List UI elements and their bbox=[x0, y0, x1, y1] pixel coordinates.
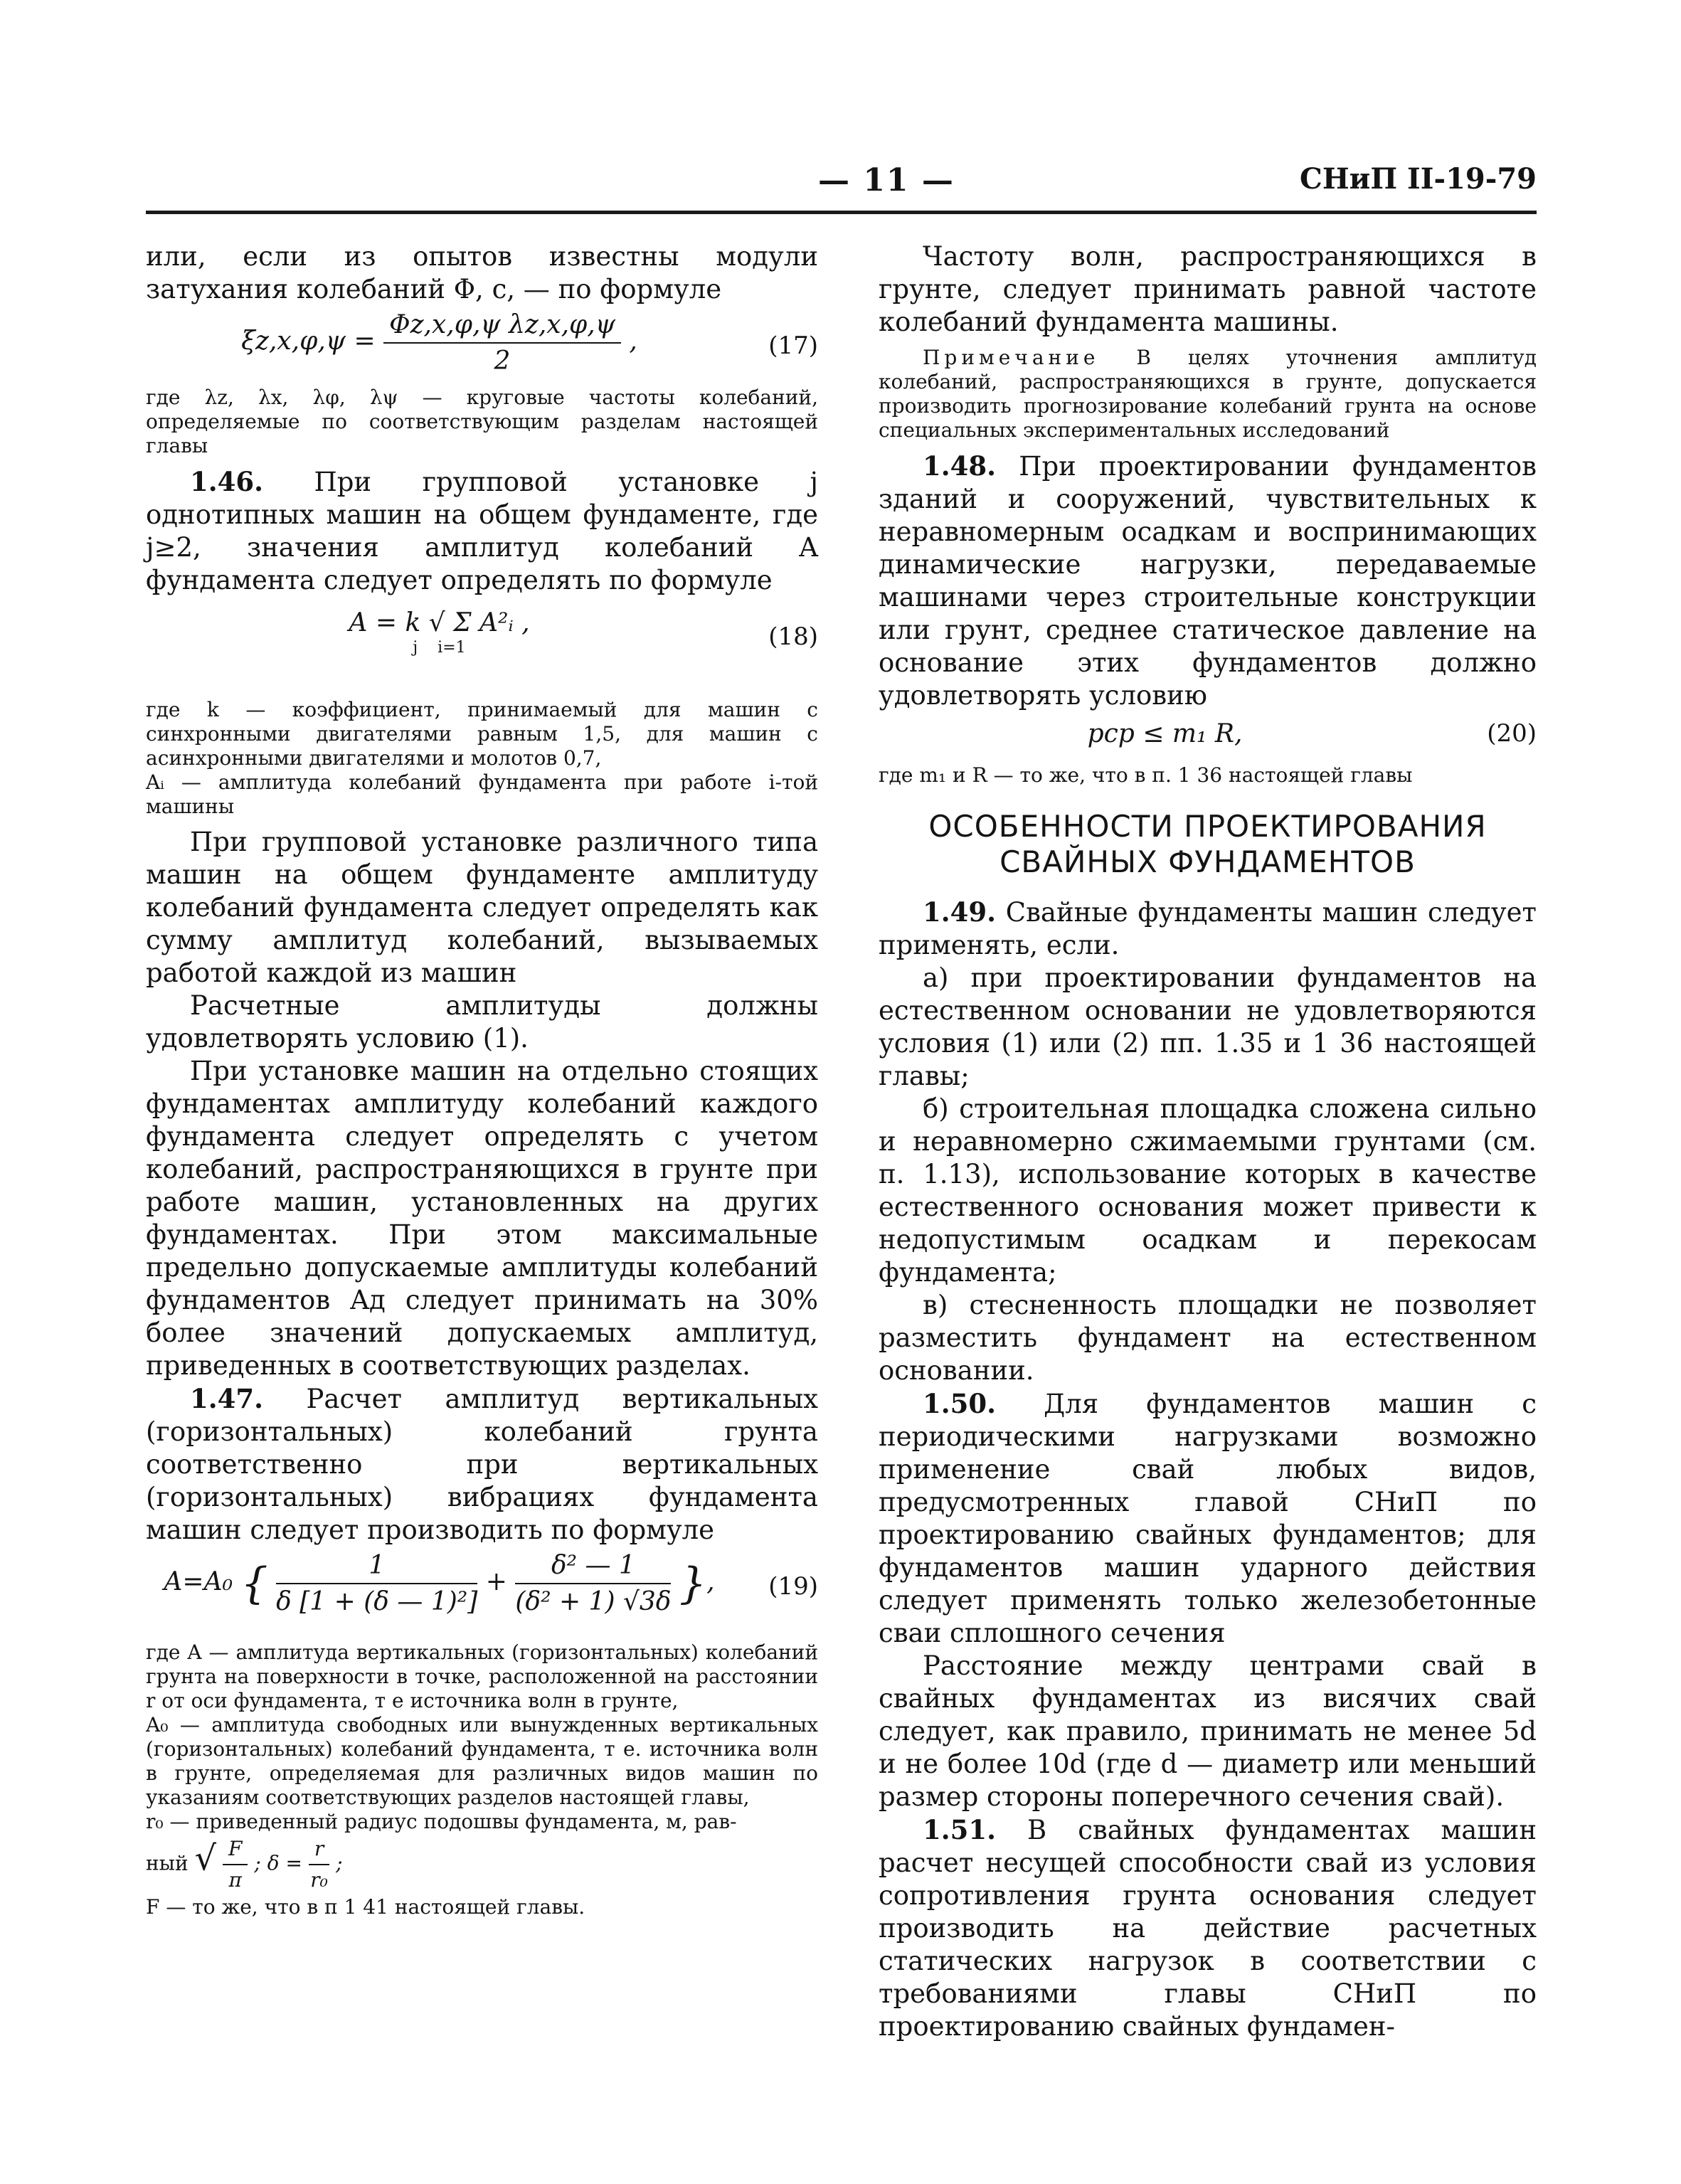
formula-17-where: где λz, λx, λφ, λψ — круговые частоты колебаний, определяемые по соответствующим разделам настоящей главы bbox=[146, 386, 818, 457]
formula-19-where-f: F — то же, что в п 1 41 настоящей главы. bbox=[146, 1895, 585, 1919]
paragraph-damping: или, если из опытов известны модули затухания колебаний Φ, с, — по формуле bbox=[146, 241, 818, 304]
formula-19-delta-numerator: r bbox=[309, 1837, 329, 1865]
formula-19-number: (19) bbox=[768, 1572, 818, 1601]
section-1-50-text: Для фундаментов машин с периодическими нагрузками возможно применение свай любых видов, предусмотренных главой СНиП по проектированию свайных фундаментов; для фундаментов машин ударного действия следует применять только железобетонные сваи сплошного сечения bbox=[879, 1389, 1537, 1648]
section-heading-line-2: СВАЙНЫХ ФУНДАМЕНТОВ bbox=[999, 844, 1416, 879]
formula-17-expression: ξz,x,φ,ψ = $\frac{\text{Φz,x,φ,ψ λz,x,φ,ψ}}{2}$ , bbox=[241, 310, 637, 376]
formula-17-fraction bbox=[383, 310, 621, 376]
formula-17-lhs: ξz,x,φ,ψ = bbox=[241, 327, 376, 356]
note bbox=[879, 346, 1537, 442]
section-1-48-number: 1.48. bbox=[923, 450, 996, 482]
left-column bbox=[146, 240, 818, 1919]
formula-19-r0-fraction bbox=[223, 1837, 248, 1892]
note-text: В целях уточнения амплитуд колебаний, распространяющихся в грунте, допускается производить прогнозирование колебаний грунта на основе специальных экспериментальных исследований bbox=[879, 346, 1537, 442]
formula-19-term-1-numerator: 1 bbox=[276, 1551, 477, 1584]
formula-18 bbox=[146, 601, 818, 694]
right-column bbox=[879, 240, 1537, 2043]
formula-20-where: где m₁ и R — то же, что в п. 1 36 настоящей главы bbox=[879, 763, 1413, 787]
formula-18-sum-top: j bbox=[413, 639, 418, 657]
note-label: Примечание bbox=[923, 346, 1100, 369]
section-1-49-number: 1.49. bbox=[923, 896, 996, 928]
section-1-51-number: 1.51. bbox=[923, 1814, 996, 1845]
formula-18-number: (18) bbox=[768, 622, 818, 651]
formula-19-term-1 bbox=[276, 1551, 477, 1616]
formula-18-where-ai: Aᵢ — амплитуда колебаний фундамента при работе i-той машины bbox=[146, 770, 818, 818]
section-1-48 bbox=[879, 450, 1537, 712]
section-1-51 bbox=[879, 1813, 1537, 2043]
formula-17-denominator: 2 bbox=[494, 346, 511, 376]
section-1-47-text: Расчет амплитуд вертикальных (горизонтальных) колебаний грунта соответственно при вертикальных (горизонтальных) вибрациях фундамента машин следует производить по формуле bbox=[146, 1384, 819, 1545]
formula-19-where-a0: A₀ — амплитуда свободных или вынужденных вертикальных (горизонтальных) колебаний фундамента, т е. источника волн в грунте, определяемая для различных видов машин по указаниям соответствующих разделов настоящей главы, bbox=[146, 1713, 818, 1809]
section-1-47 bbox=[146, 1382, 818, 1547]
section-1-50-number: 1.50. bbox=[923, 1388, 996, 1419]
section-heading bbox=[879, 809, 1537, 880]
paragraph-wave-frequency: Частоту волн, распространяющихся в грунте, следует принимать равной частоте колебаний фундамента машины. bbox=[879, 241, 1537, 337]
formula-17-numerator: Φz,x,φ,ψ λz,x,φ,ψ bbox=[383, 310, 621, 344]
formula-19-term-2-numerator: δ² — 1 bbox=[515, 1551, 671, 1584]
formula-19-end: ; bbox=[336, 1851, 343, 1875]
section-1-46-text: При групповой установке j однотипных машин на общем фундаменте, где j≥2, значения амплитуд колебаний A фундамента следует определять по формуле bbox=[146, 467, 818, 595]
formula-19-term-2-denominator: (δ² + 1) √3δ bbox=[515, 1587, 672, 1616]
formula-19-where-a: где A — амплитуда вертикальных (горизонтальных) колебаний грунта на поверхности в точке, расположенной на расстоянии r от оси фундамента, т е источника волн в грунте, bbox=[146, 1640, 818, 1712]
paragraph-pile-spacing: Расстояние между центрами свай в свайных фундаментах из висячих свай следует, как правило, принимать не менее 5d и не более 10d (где d — диаметр или меньший размер стороны поперечного сечения свай). bbox=[879, 1650, 1537, 1812]
section-1-48-text: При проектировании фундаментов зданий и сооружений, чувствительных к неравномерным осадкам и воспринимающих динамические нагрузки, передаваемые машинами через строительные конструкции или грунт, среднее статическое давление на основание этих фундаментов должно удовлетворять условию bbox=[879, 451, 1537, 711]
formula-19-delta-denominator: r₀ bbox=[310, 1868, 328, 1892]
formula-19-lhs: A=A₀ bbox=[164, 1567, 233, 1596]
section-1-49-item-b: б) строительная площадка сложена сильно и неравномерно сжимаемыми грунтами (см. п. 1.13), использование которых в качестве естественного основания может привести к недопустимым осадкам и перекосам фундамента; bbox=[879, 1093, 1537, 1288]
formula-18-where-k: где k — коэффициент, принимаемый для машин с синхронными двигателями равным 1,5, для машин с асинхронными двигателями и молотов 0,7, bbox=[146, 698, 818, 770]
page-header bbox=[146, 162, 1537, 205]
formula-19-r0-expression: ный √ $\frac{F}{\pi}$ ; δ = $\frac{r}{\text{r₀}}$ ; bbox=[146, 1837, 343, 1892]
formula-20-number: (20) bbox=[1487, 719, 1537, 748]
section-1-49-text: Свайные фундаменты машин следует применять, если. bbox=[879, 897, 1537, 960]
formula-19-r0-denominator: π bbox=[228, 1868, 242, 1892]
formula-17-number: (17) bbox=[768, 332, 818, 360]
formula-20 bbox=[879, 716, 1537, 759]
formula-19 bbox=[146, 1551, 818, 1636]
formula-19-r0-prefix: ный bbox=[146, 1851, 189, 1875]
section-1-46 bbox=[146, 465, 818, 597]
section-1-47-number: 1.47. bbox=[190, 1383, 263, 1414]
formula-19-expression: A=A₀ { $\frac{1}{\text{δ [1 + (δ — 1)²]}}$ + $\frac{\text{δ² — 1}}{\text{(δ² + 1) √3δ}}$ }, bbox=[164, 1551, 715, 1616]
formula-18-text: A = k √ Σ A²ᵢ , bbox=[349, 608, 530, 637]
formula-19-delta-fraction bbox=[309, 1837, 329, 1892]
header-rule bbox=[146, 211, 1537, 214]
document-code: СНиП II-19-79 bbox=[1300, 162, 1537, 196]
section-heading-line-1: ОСОБЕННОСТИ ПРОЕКТИРОВАНИЯ bbox=[928, 809, 1487, 844]
section-1-49-item-c: в) стесненность площадки не позволяет разместить фундамент на естественном основании. bbox=[879, 1290, 1537, 1386]
formula-20-expression: pср ≤ m₁ R, bbox=[1087, 719, 1243, 748]
page-number: — 11 — bbox=[818, 162, 955, 198]
section-1-46-number: 1.46. bbox=[190, 466, 263, 497]
formula-18-expression bbox=[146, 608, 733, 657]
formula-19-where-r0: r₀ — приведенный радиус подошвы фундамента, м, рав- bbox=[146, 1810, 737, 1833]
formula-19-term-1-denominator: δ [1 + (δ — 1)²] bbox=[276, 1587, 478, 1616]
formula-17 bbox=[146, 310, 818, 381]
formula-19-term-2 bbox=[515, 1551, 671, 1616]
section-1-49-item-a: а) при проектировании фундаментов на естественном основании не удовлетворяются условия (1) или (2) пп. 1.35 и 1 36 настоящей главы; bbox=[879, 963, 1537, 1091]
paragraph-separate-foundations: При установке машин на отдельно стоящих фундаментах амплитуду колебаний каждого фундамента следует определять с учетом колебаний, распространяющихся в грунте при работе машин, установленных на других фундаментах. При этом максимальные предельно допускаемые амплитуды колебаний фундаментов Aд следует принимать на 30% более значений допускаемых амплитуд, приведенных в соответствующих разделах. bbox=[146, 1056, 818, 1381]
section-1-49 bbox=[879, 896, 1537, 962]
formula-18-sum-bottom: i=1 bbox=[438, 639, 466, 657]
formula-19-r0-numerator: F bbox=[223, 1837, 248, 1865]
paragraph-group-install: При групповой установке различного типа машин на общем фундаменте амплитуду колебаний фундамента следует определять как сумму амплитуд колебаний, вызываемых работой каждой из машин bbox=[146, 827, 818, 988]
paragraph-calc-amplitudes: Расчетные амплитуды должны удовлетворять условию (1). bbox=[146, 990, 818, 1054]
formula-19-delta-lhs: ; δ = bbox=[254, 1851, 302, 1875]
section-1-50 bbox=[879, 1387, 1537, 1650]
section-1-51-text: В свайных фундаментах машин расчет несущей способности свай из условия сопротивления грунта основания следует производить на действие расчетных статических нагрузок в соответствии с требованиями главы СНиП по проектированию свайных фундамен- bbox=[879, 1815, 1537, 2042]
